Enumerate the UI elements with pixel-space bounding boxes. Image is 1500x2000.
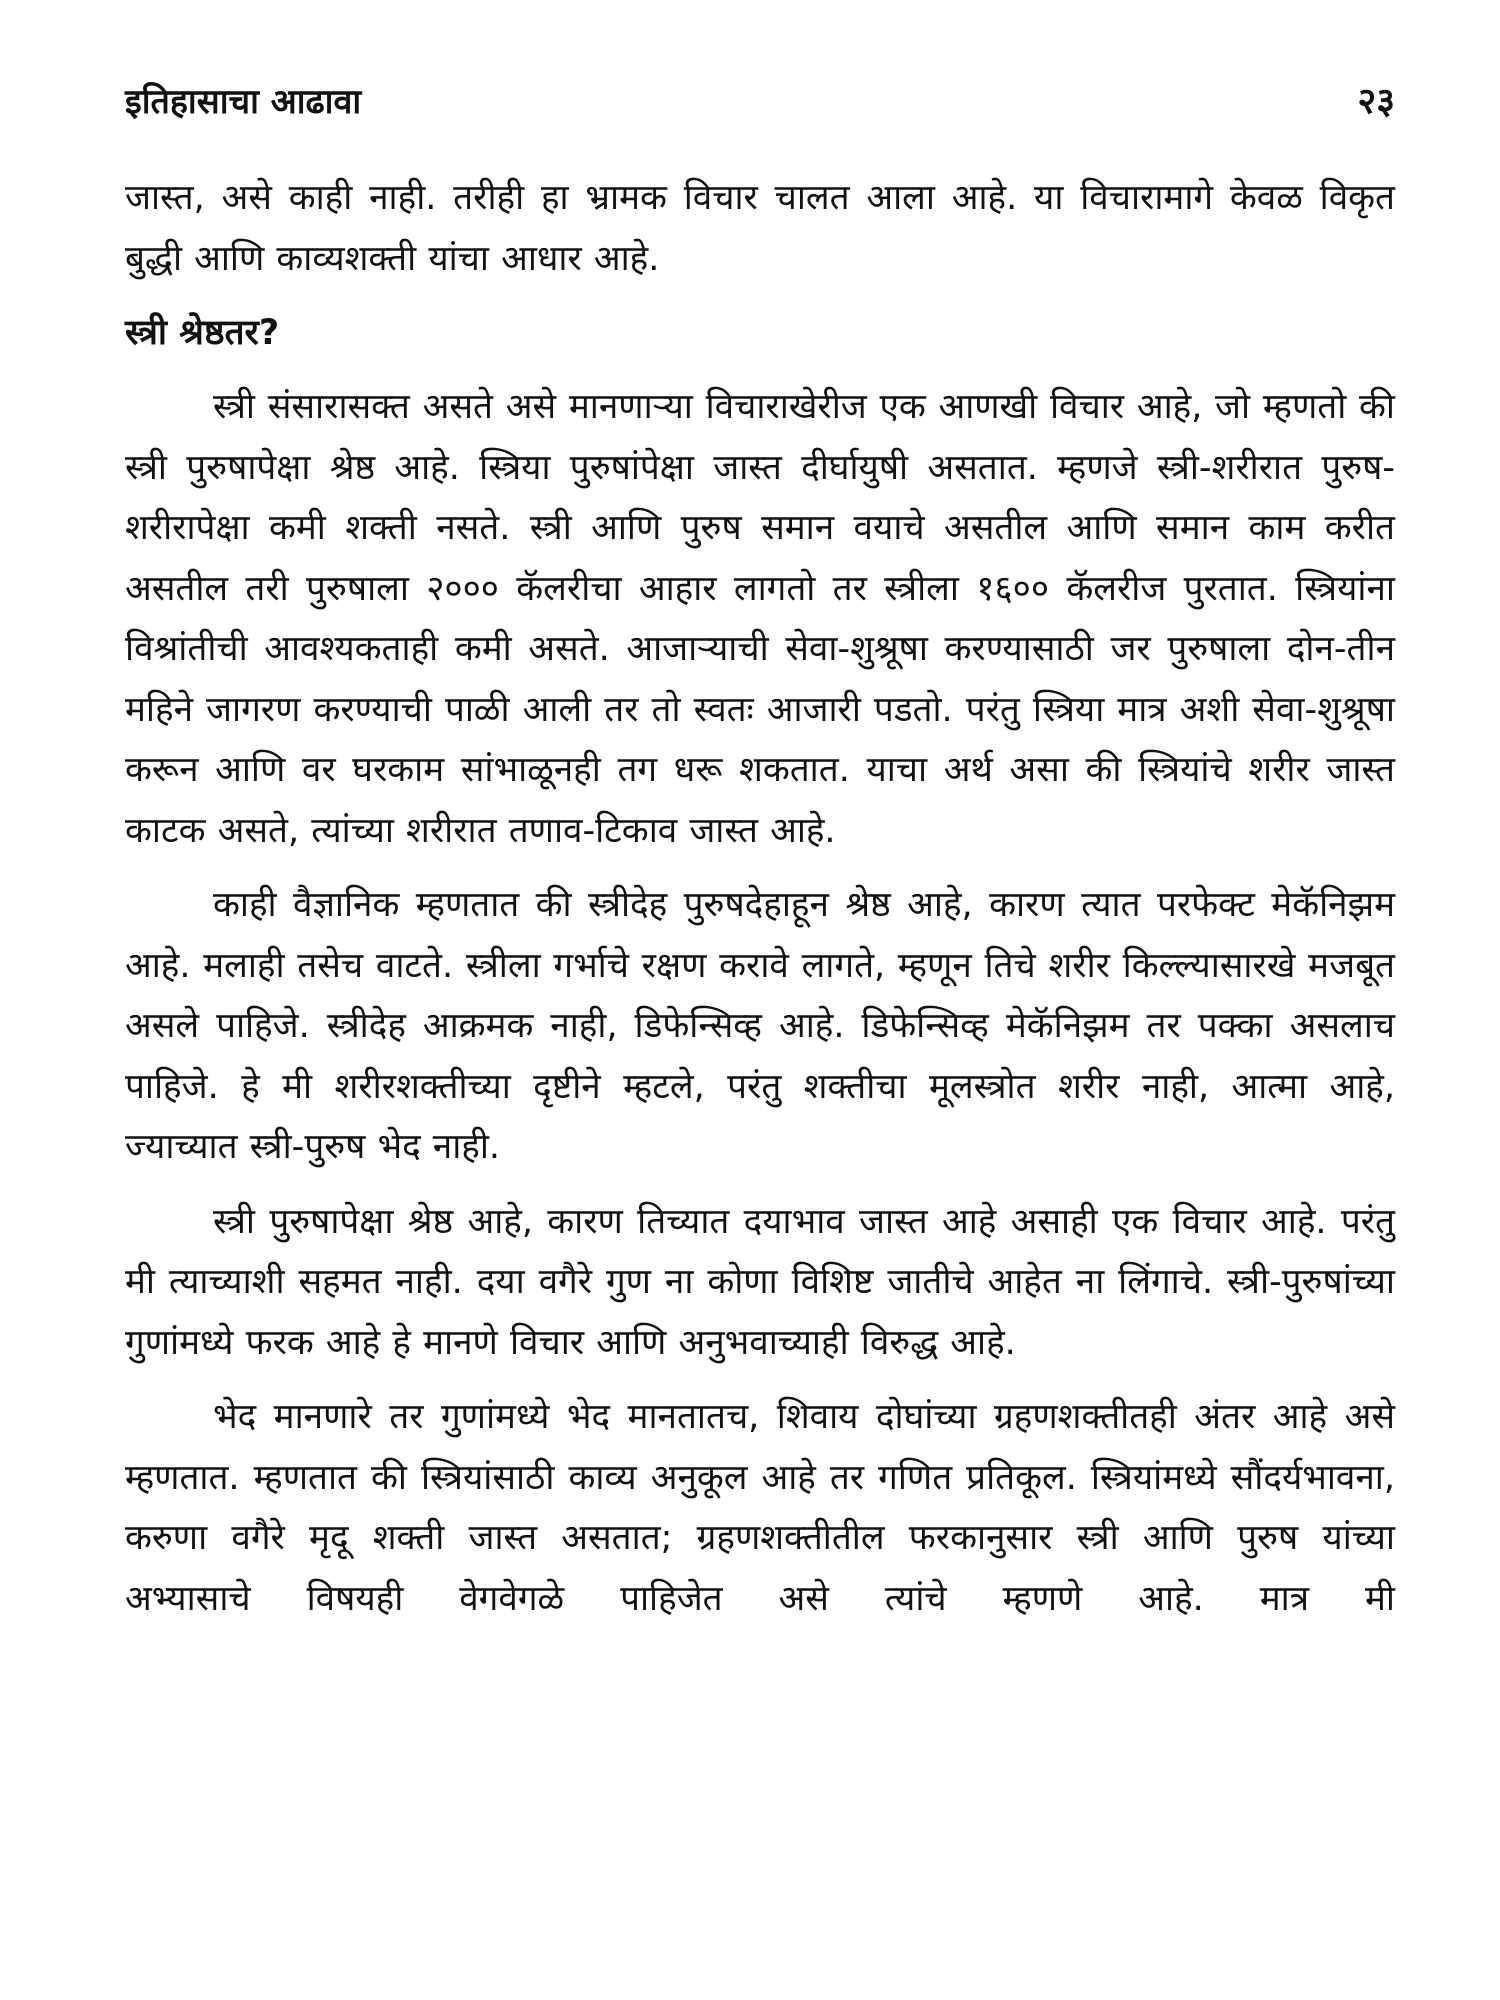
paragraph-1: स्त्री संसारासक्त असते असे मानणाऱ्या विचाराखेरीज एक आणखी विचार आहे, जो म्हणतो की स्त्री पुरुषापेक्षा श्रेष्ठ आहे. स्त्रिया पुरुषांपेक्षा जास्त दीर्घायुषी असतात. म्हणजे स्त्री-शरीरात पुरुष-शरीरापेक्षा कमी शक्ती नसते. स्त्री आणि पुरुष समान वयाचे असतील आणि समान काम करीत असतील तरी पुरुषाला २००० कॅलरीचा आहार लागतो तर स्त्रीला १६०० कॅलरीज पुरतात. स्त्रियांना विश्रांतीची आवश्यकताही कमी असते. आजाऱ्याची सेवा-शुश्रूषा करण्यासाठी जर पुरुषाला दोन-तीन महिने जागरण करण्याची पाळी आली तर तो स्वतः आजारी पडतो. परंतु स्त्रिया मात्र अशी सेवा-शुश्रूषा करून आणि वर घरकाम सांभाळूनही तग धरू शकतात. याचा अर्थ असा की स्त्रियांचे शरीर जास्त काटक असते, त्यांच्या शरीरात तणाव-टिकाव जास्त आहे. [125,387,1395,851]
section-heading: स्त्री श्रेष्ठतर? [125,313,280,353]
running-header [125,72,1395,132]
paragraph-3: स्त्री पुरुषापेक्षा श्रेष्ठ आहे, कारण तिच्यात दयाभाव जास्त आहे असाही एक विचार आहे. परंतु मी त्याच्याशी सहमत नाही. दया वगैरे गुण ना कोणा विशिष्ट जातीचे आहेत ना लिंगाचे. स्त्री-पुरुषांच्या गुणांमध्ये फरक आहे हे मानणे विचार आणि अनुभवाच्याही विरुद्ध आहे. [125,1201,1395,1363]
paragraph-2: काही वैज्ञानिक म्हणतात की स्त्रीदेह पुरुषदेहाहून श्रेष्ठ आहे, कारण त्यात परफेक्ट मेकॅनिझम आहे. मलाही तसेच वाटते. स्त्रीला गर्भाचे रक्षण करावे लागते, म्हणून तिचे शरीर किल्ल्यासारखे मजबूत असले पाहिजे. स्त्रीदेह आक्रमक नाही, डिफेन्सिव्ह आहे. डिफेन्सिव्ह मेकॅनिझम तर पक्का असलाच पाहिजे. हे मी शरीरशक्तीच्या दृष्टीने म्हटले, परंतु शक्तीचा मूलस्त्रोत शरीर नाही, आत्मा आहे, ज्याच्यात स्त्री-पुरुष भेद नाही. [125,885,1395,1167]
paragraph-4: भेद मानणारे तर गुणांमध्ये भेद मानतातच, शिवाय दोघांच्या ग्रहणशक्तीतही अंतर आहे असे म्हणतात. म्हणतात की स्त्रियांसाठी काव्य अनुकूल आहे तर गणित प्रतिकूल. स्त्रियांमध्ये सौंदर्यभावना, करुणा वगैरे मृदू शक्ती जास्त असतात; ग्रहणशक्तीतील फरकानुसार स्त्री आणि पुरुष यांच्या अभ्यासाचे विषयही वेगवेगळे पाहिजेत असे त्यांचे म्हणणे आहे. मात्र मी [125,1397,1395,1619]
paragraph-continued: जास्त, असे काही नाही. तरीही हा भ्रामक विचार चालत आला आहे. या विचारामागे केवळ विकृत बुद्धी आणि काव्यशक्ती यांचा आधार आहे. [125,178,1395,279]
body-text [125,168,1395,1643]
running-title: इतिहासाचा आढावा [125,82,362,122]
page-number: २३ [1357,81,1395,122]
